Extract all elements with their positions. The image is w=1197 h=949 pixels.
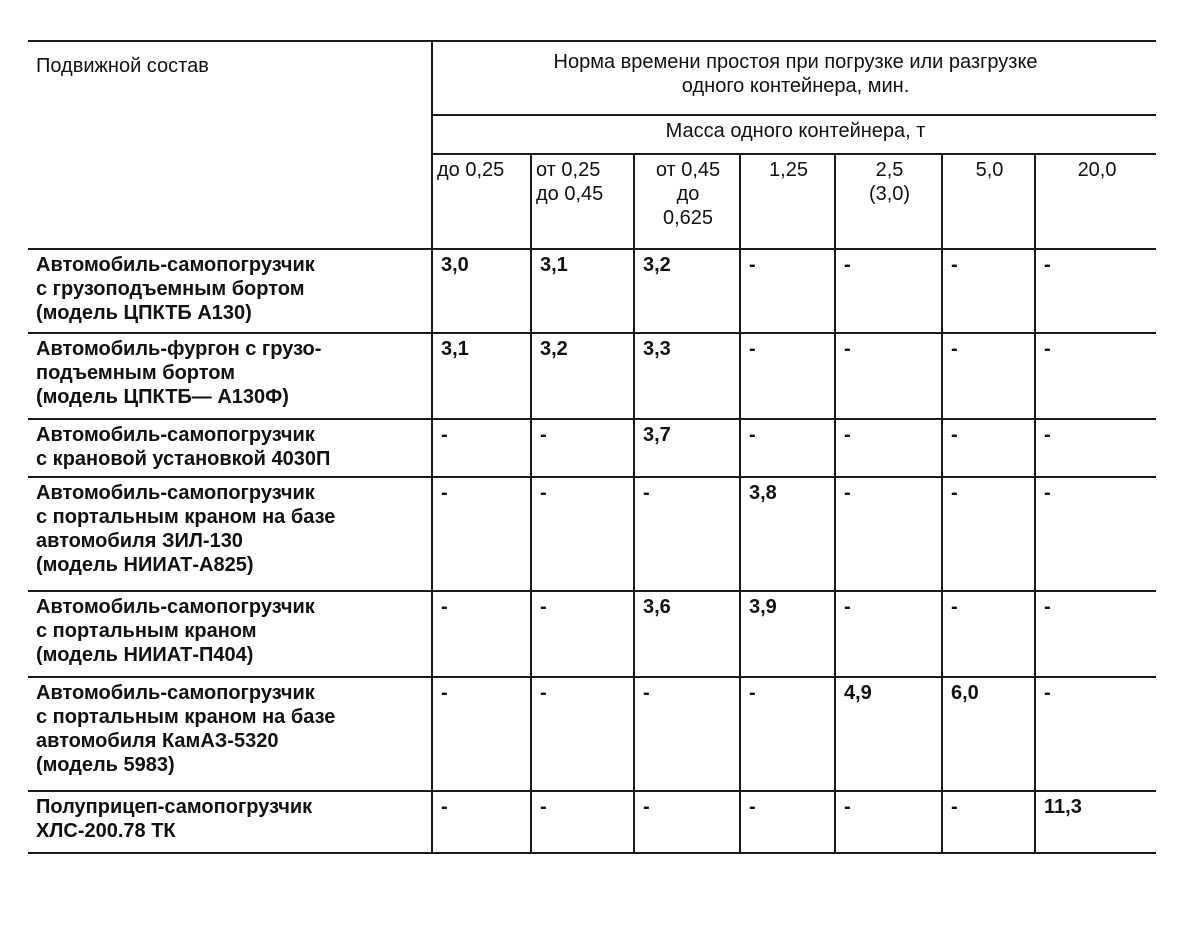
container-mass-header: Масса одного контейнера, т: [432, 115, 1156, 154]
cut-off-text-fragment: [28, 936, 1156, 949]
value-cell: -: [942, 591, 1035, 677]
table-row: [28, 677, 1156, 791]
table-row: [28, 591, 1156, 677]
value-cell: -: [432, 791, 531, 853]
value-cell: -: [740, 791, 835, 853]
value-cell: -: [740, 677, 835, 791]
value-cell: -: [531, 477, 634, 591]
value-cell: 3,0: [432, 249, 531, 333]
value-cell: 6,0: [942, 677, 1035, 791]
mass-col-3: 1,25: [740, 154, 835, 249]
value-cell: -: [942, 333, 1035, 419]
value-cell: 3,2: [634, 249, 740, 333]
vehicle-name: Автомобиль-самопогрузчик с портальным краном на базе автомобиля ЗИЛ-130 (модель НИИАТ-А825): [28, 477, 432, 591]
vehicle-name: Полуприцеп-самопогрузчик ХЛС-200.78 ТК: [28, 791, 432, 853]
table-row: [28, 477, 1156, 591]
table-row: [28, 249, 1156, 333]
value-cell: -: [432, 477, 531, 591]
value-cell: -: [740, 249, 835, 333]
value-cell: -: [1035, 591, 1156, 677]
value-cell: -: [835, 591, 942, 677]
value-cell: -: [942, 791, 1035, 853]
table-row: [28, 791, 1156, 853]
value-cell: -: [835, 419, 942, 477]
vehicle-name: Автомобиль-самопогрузчик с портальным краном (модель НИИАТ-П404): [28, 591, 432, 677]
idle-time-norm-header-line2: одного контейнера, мин.: [681, 75, 910, 97]
idle-time-norm-header-line1: Норма времени простоя при погрузке или разгрузке: [553, 51, 1038, 73]
table-row: [28, 333, 1156, 419]
vehicle-name: Автомобиль-самопогрузчик с портальным краном на базе автомобиля КамАЗ-5320 (модель 5983): [28, 677, 432, 791]
value-cell: -: [1035, 677, 1156, 791]
table-row: [28, 419, 1156, 477]
value-cell: 3,1: [432, 333, 531, 419]
value-cell: 3,9: [740, 591, 835, 677]
value-cell: -: [531, 419, 634, 477]
norms-table-wrapper: [28, 40, 1156, 854]
value-cell: -: [835, 249, 942, 333]
value-cell: -: [835, 333, 942, 419]
header-row-1: [28, 41, 1156, 115]
value-cell: -: [432, 591, 531, 677]
value-cell: -: [531, 591, 634, 677]
value-cell: 3,1: [531, 249, 634, 333]
norms-table: [28, 40, 1156, 854]
mass-col-1: от 0,25 до 0,45: [531, 154, 634, 249]
vehicle-name: Автомобиль-самопогрузчик с грузоподъемным бортом (модель ЦПКТБ А130): [28, 249, 432, 333]
mass-col-0: до 0,25: [432, 154, 531, 249]
value-cell: -: [942, 249, 1035, 333]
value-cell: -: [835, 477, 942, 591]
value-cell: -: [942, 419, 1035, 477]
value-cell: -: [942, 477, 1035, 591]
value-cell: 4,9: [835, 677, 942, 791]
value-cell: -: [432, 677, 531, 791]
value-cell: 3,6: [634, 591, 740, 677]
vehicle-name: Автомобиль-фургон с грузо- подъемным бортом (модель ЦПКТБ— А130Ф): [28, 333, 432, 419]
value-cell: -: [531, 791, 634, 853]
value-cell: 11,3: [1035, 791, 1156, 853]
value-cell: -: [531, 677, 634, 791]
value-cell: -: [740, 419, 835, 477]
value-cell: -: [1035, 249, 1156, 333]
mass-col-2: от 0,45 до 0,625: [634, 154, 740, 249]
value-cell: -: [835, 791, 942, 853]
value-cell: -: [634, 677, 740, 791]
value-cell: 3,8: [740, 477, 835, 591]
value-cell: -: [1035, 333, 1156, 419]
mass-col-5: 5,0: [942, 154, 1035, 249]
value-cell: 3,2: [531, 333, 634, 419]
idle-time-norm-header: [432, 41, 1156, 115]
value-cell: -: [634, 791, 740, 853]
mass-col-6: 20,0: [1035, 154, 1156, 249]
value-cell: 3,7: [634, 419, 740, 477]
value-cell: -: [740, 333, 835, 419]
value-cell: -: [1035, 477, 1156, 591]
value-cell: 3,3: [634, 333, 740, 419]
value-cell: -: [432, 419, 531, 477]
rolling-stock-header: Подвижной состав: [28, 41, 432, 249]
vehicle-name: Автомобиль-самопогрузчик с крановой установкой 4030П: [28, 419, 432, 477]
value-cell: -: [634, 477, 740, 591]
value-cell: -: [1035, 419, 1156, 477]
mass-col-4: 2,5 (3,0): [835, 154, 942, 249]
